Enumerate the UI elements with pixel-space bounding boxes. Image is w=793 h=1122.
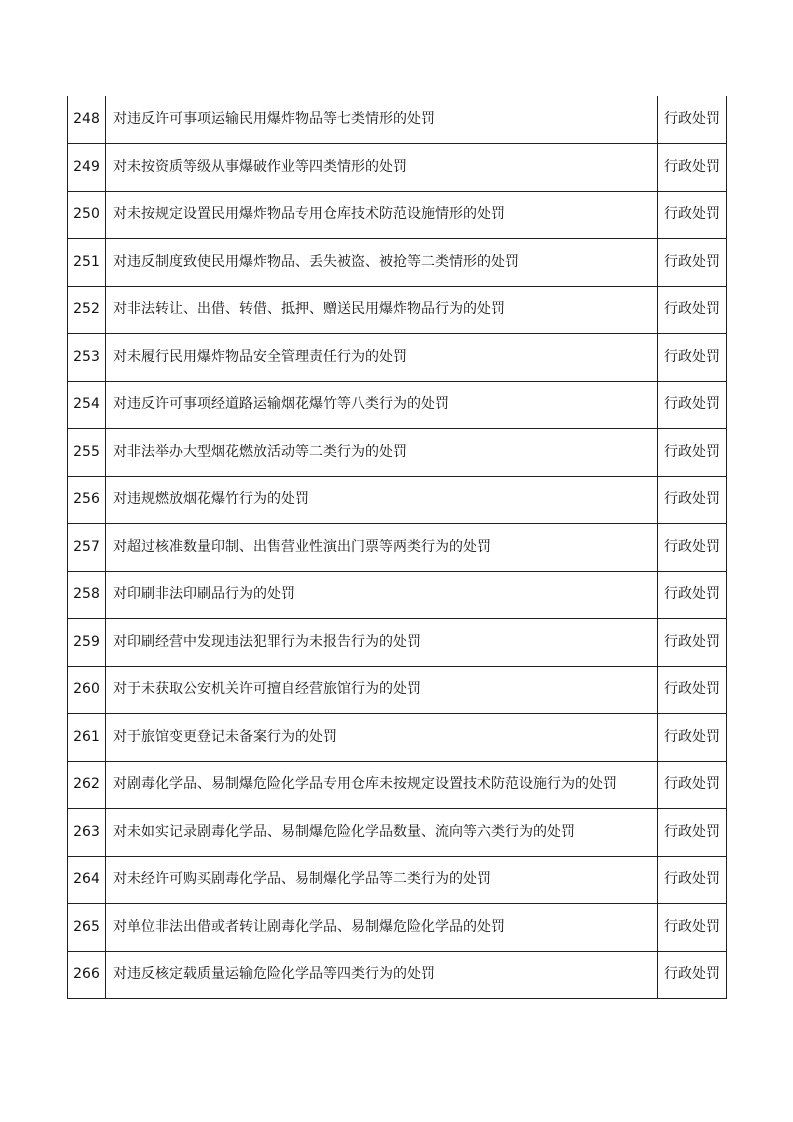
item-name: 对超过核准数量印制、出售营业性演出门票等两类行为的处罚 bbox=[106, 524, 658, 572]
item-name: 对未如实记录剧毒化学品、易制爆危险化学品数量、流向等六类行为的处罚 bbox=[106, 809, 658, 857]
item-type: 行政处罚 bbox=[658, 191, 727, 239]
row-number: 262 bbox=[68, 761, 106, 809]
table-row bbox=[68, 381, 727, 429]
item-type: 行政处罚 bbox=[658, 666, 727, 714]
table-row bbox=[68, 761, 727, 809]
row-number: 252 bbox=[68, 286, 106, 334]
item-type: 行政处罚 bbox=[658, 904, 727, 952]
row-number: 259 bbox=[68, 619, 106, 667]
item-name: 对违反许可事项经道路运输烟花爆竹等八类行为的处罚 bbox=[106, 381, 658, 429]
row-number: 250 bbox=[68, 191, 106, 239]
table-row bbox=[68, 96, 727, 144]
table-row bbox=[68, 666, 727, 714]
item-name: 对非法举办大型烟花燃放活动等二类行为的处罚 bbox=[106, 429, 658, 477]
item-name: 对剧毒化学品、易制爆危险化学品专用仓库未按规定设置技术防范设施行为的处罚 bbox=[106, 761, 658, 809]
table-row bbox=[68, 619, 727, 667]
item-type: 行政处罚 bbox=[658, 571, 727, 619]
item-type: 行政处罚 bbox=[658, 144, 727, 192]
item-type: 行政处罚 bbox=[658, 951, 727, 999]
table-row bbox=[68, 714, 727, 762]
item-type: 行政处罚 bbox=[658, 286, 727, 334]
item-type: 行政处罚 bbox=[658, 334, 727, 382]
item-name: 对未按资质等级从事爆破作业等四类情形的处罚 bbox=[106, 144, 658, 192]
row-number: 266 bbox=[68, 951, 106, 999]
item-type: 行政处罚 bbox=[658, 524, 727, 572]
table-row bbox=[68, 951, 727, 999]
row-number: 265 bbox=[68, 904, 106, 952]
row-number: 260 bbox=[68, 666, 106, 714]
table-row bbox=[68, 809, 727, 857]
item-type: 行政处罚 bbox=[658, 809, 727, 857]
row-number: 248 bbox=[68, 96, 106, 144]
item-type: 行政处罚 bbox=[658, 476, 727, 524]
item-name: 对印刷非法印刷品行为的处罚 bbox=[106, 571, 658, 619]
table-row bbox=[68, 904, 727, 952]
item-name: 对违反核定载质量运输危险化学品等四类行为的处罚 bbox=[106, 951, 658, 999]
row-number: 254 bbox=[68, 381, 106, 429]
item-name: 对未经许可购买剧毒化学品、易制爆化学品等二类行为的处罚 bbox=[106, 856, 658, 904]
table-row bbox=[68, 856, 727, 904]
row-number: 249 bbox=[68, 144, 106, 192]
item-name: 对违反许可事项运输民用爆炸物品等七类情形的处罚 bbox=[106, 96, 658, 144]
item-name: 对于旅馆变更登记未备案行为的处罚 bbox=[106, 714, 658, 762]
table-row bbox=[68, 524, 727, 572]
table-row bbox=[68, 571, 727, 619]
row-number: 261 bbox=[68, 714, 106, 762]
item-name: 对单位非法出借或者转让剧毒化学品、易制爆危险化学品的处罚 bbox=[106, 904, 658, 952]
table-row bbox=[68, 191, 727, 239]
table-row bbox=[68, 334, 727, 382]
row-number: 251 bbox=[68, 239, 106, 287]
table-row bbox=[68, 429, 727, 477]
table-row bbox=[68, 476, 727, 524]
row-number: 256 bbox=[68, 476, 106, 524]
row-number: 264 bbox=[68, 856, 106, 904]
row-number: 257 bbox=[68, 524, 106, 572]
item-name: 对违反制度致使民用爆炸物品、丢失被盗、被抢等二类情形的处罚 bbox=[106, 239, 658, 287]
table-row bbox=[68, 286, 727, 334]
row-number: 263 bbox=[68, 809, 106, 857]
item-type: 行政处罚 bbox=[658, 239, 727, 287]
item-name: 对未按规定设置民用爆炸物品专用仓库技术防范设施情形的处罚 bbox=[106, 191, 658, 239]
item-type: 行政处罚 bbox=[658, 381, 727, 429]
item-type: 行政处罚 bbox=[658, 619, 727, 667]
item-name: 对未履行民用爆炸物品安全管理责任行为的处罚 bbox=[106, 334, 658, 382]
penalty-items-table bbox=[67, 96, 727, 999]
table-row bbox=[68, 239, 727, 287]
item-name: 对印刷经营中发现违法犯罪行为未报告行为的处罚 bbox=[106, 619, 658, 667]
item-type: 行政处罚 bbox=[658, 714, 727, 762]
item-type: 行政处罚 bbox=[658, 429, 727, 477]
row-number: 255 bbox=[68, 429, 106, 477]
table-body bbox=[68, 96, 727, 999]
row-number: 253 bbox=[68, 334, 106, 382]
table-row bbox=[68, 144, 727, 192]
item-name: 对违规燃放烟花爆竹行为的处罚 bbox=[106, 476, 658, 524]
item-name: 对非法转让、出借、转借、抵押、赠送民用爆炸物品行为的处罚 bbox=[106, 286, 658, 334]
item-type: 行政处罚 bbox=[658, 761, 727, 809]
item-type: 行政处罚 bbox=[658, 96, 727, 144]
row-number: 258 bbox=[68, 571, 106, 619]
item-name: 对于未获取公安机关许可擅自经营旅馆行为的处罚 bbox=[106, 666, 658, 714]
item-type: 行政处罚 bbox=[658, 856, 727, 904]
